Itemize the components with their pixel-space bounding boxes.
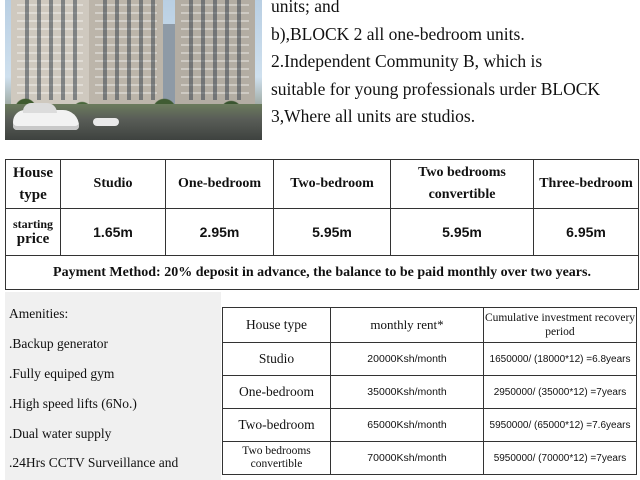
rent-row xyxy=(223,343,637,376)
amenity-item: .24Hrs CCTV Surveillance and xyxy=(9,455,179,470)
type-two-bedroom-convertible: Two bedrooms convertible xyxy=(391,160,534,209)
intro-text xyxy=(271,0,639,131)
amenities-title: Amenities: xyxy=(9,306,69,321)
rent-recovery: 1650000/ (18000*12) =6.8years xyxy=(484,343,637,376)
building-tower xyxy=(89,0,163,104)
house-type-header: House type xyxy=(6,160,61,209)
amenity-item: .Fully equiped gym xyxy=(9,366,115,381)
rent-row xyxy=(223,376,637,409)
building-tower xyxy=(175,0,255,104)
payment-row xyxy=(6,256,639,290)
building-photo xyxy=(5,0,262,140)
starting-price-label xyxy=(6,209,61,256)
intro-line: 2.Independent Community B, which is xyxy=(271,51,543,71)
rent-amount: 70000Ksh/month xyxy=(331,442,484,475)
car xyxy=(13,110,79,130)
rent-recovery: 5950000/ (70000*12) =7years xyxy=(484,442,637,475)
price-two-bedroom: 5.95m xyxy=(274,209,391,256)
intro-line: units; and xyxy=(271,0,340,16)
type-two-bedroom: Two-bedroom xyxy=(274,160,391,209)
rent-recovery: 5950000/ (65000*12) =7.6years xyxy=(484,409,637,442)
amenities-panel xyxy=(5,292,221,480)
type-three-bedroom: Three-bedroom xyxy=(534,160,639,209)
intro-line: suitable for young professionals urder BLOCK xyxy=(271,78,601,99)
starting-label: starting xyxy=(13,217,53,231)
type-studio: Studio xyxy=(61,160,166,209)
price-row xyxy=(6,209,639,256)
amenity-item: .Backup generator xyxy=(9,336,108,351)
rent-type: Studio xyxy=(223,343,331,376)
rent-row xyxy=(223,442,637,475)
rent-amount: 20000Ksh/month xyxy=(331,343,484,376)
intro-line: b),BLOCK 2 all one-bedroom units. xyxy=(271,23,525,44)
rent-type: Two bedrooms convertible xyxy=(223,442,331,475)
price-table xyxy=(5,159,639,290)
rent-type: One-bedroom xyxy=(223,376,331,409)
price-three-bedroom: 6.95m xyxy=(534,209,639,256)
price-two-bedroom-convertible: 5.95m xyxy=(391,209,534,256)
price-studio: 1.65m xyxy=(61,209,166,256)
rent-amount: 35000Ksh/month xyxy=(331,376,484,409)
price-one-bedroom: 2.95m xyxy=(166,209,274,256)
intro-line: 3,Where all units are studios. xyxy=(271,106,476,126)
rent-type: Two-bedroom xyxy=(223,409,331,442)
rent-header-monthly: monthly rent* xyxy=(331,308,484,343)
rent-header-recovery: Cumulative investment recovery period xyxy=(484,308,637,343)
car xyxy=(93,118,119,126)
type-one-bedroom: One-bedroom xyxy=(166,160,274,209)
price-header-row xyxy=(6,160,639,209)
amenity-item: .High speed lifts (6No.) xyxy=(9,396,137,411)
rent-table xyxy=(222,307,637,475)
rent-header-row xyxy=(223,308,637,343)
building-tower xyxy=(11,0,89,104)
price-label: price xyxy=(16,231,50,247)
amenity-item: .Dual water supply xyxy=(9,426,112,441)
rent-row xyxy=(223,409,637,442)
payment-method: Payment Method: 20% deposit in advance, the balance to be paid monthly over two years. xyxy=(6,256,639,290)
rent-recovery: 2950000/ (35000*12) =7years xyxy=(484,376,637,409)
rent-header-type: House type xyxy=(223,308,331,343)
rent-amount: 65000Ksh/month xyxy=(331,409,484,442)
